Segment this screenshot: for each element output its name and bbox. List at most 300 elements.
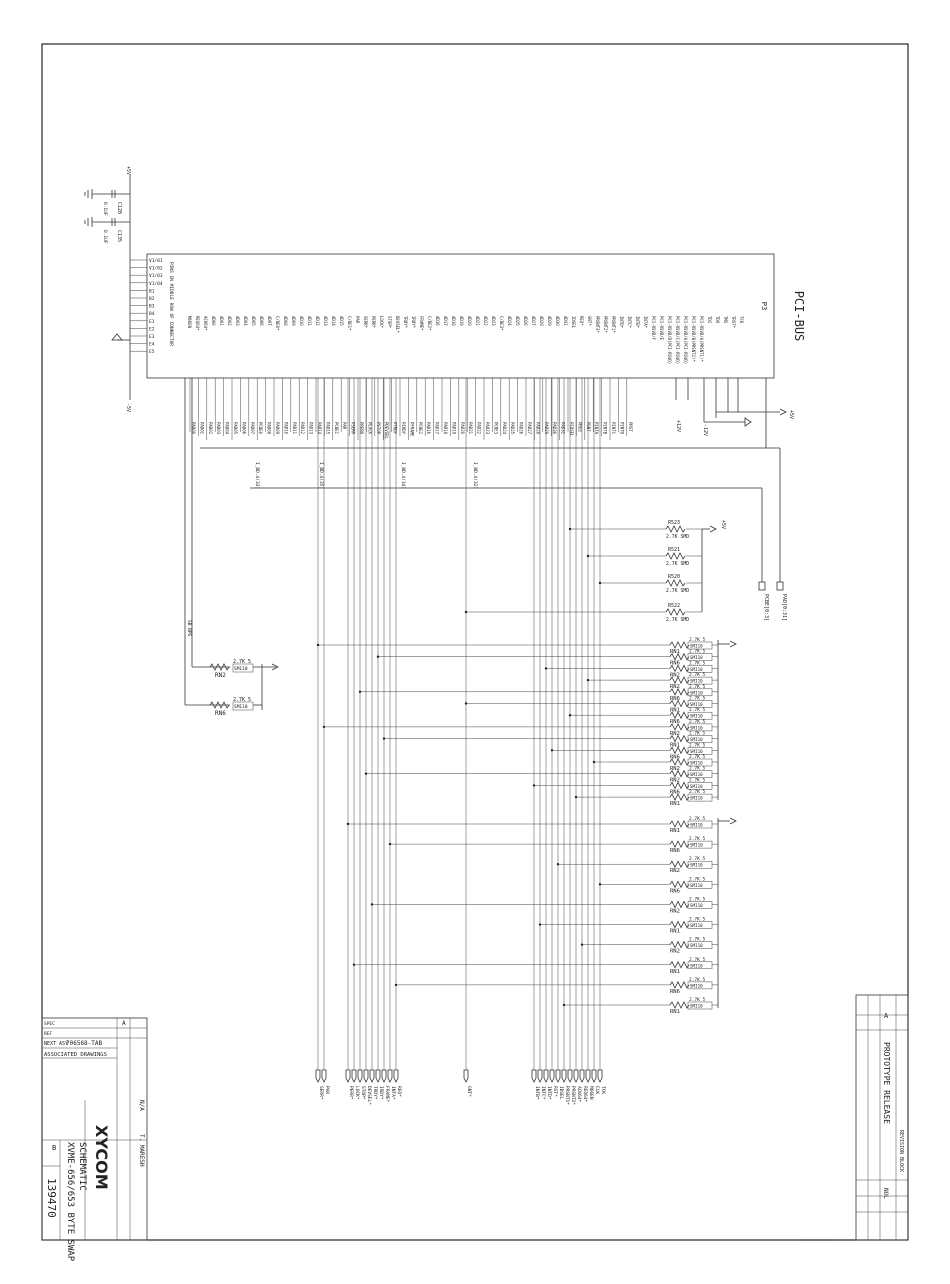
network-ref: RN1	[670, 828, 680, 834]
offpage-label: ACK64*	[576, 1086, 581, 1103]
net-label: PAD06	[241, 422, 247, 435]
network-pack: SMI10	[690, 678, 703, 684]
signal-label: INTD*	[619, 316, 624, 329]
signal-label: AD16	[435, 316, 440, 326]
network-pack: SMI10	[690, 943, 703, 949]
network-value: 2.7K 5	[689, 917, 706, 923]
resistor-icon	[666, 526, 685, 532]
network-value: 2.7K 5	[689, 837, 706, 843]
offpage-label: CLK	[594, 1086, 599, 1095]
ref-label: REF	[44, 1032, 53, 1037]
net-label: PTRDY	[392, 422, 398, 435]
network-pack: SMI10	[690, 862, 703, 868]
network-pack: SMI10	[690, 963, 703, 969]
network-value: 2.7K 5	[689, 778, 706, 784]
network-value: 2.7K 5	[689, 790, 706, 796]
network-pack: SMI10	[690, 666, 703, 672]
network-value: 2.7K 5	[689, 649, 706, 655]
network-pack: SMI10	[690, 923, 703, 929]
network-value: 2.7K 5	[233, 659, 252, 665]
net-label: PAD17	[434, 422, 440, 435]
offpage-label: INTC*	[540, 1086, 545, 1100]
resistor-icon	[670, 861, 689, 867]
company-logo: XYCOM	[92, 1125, 111, 1190]
offpage-label: REQ*	[396, 1086, 401, 1097]
signal-label: AD03	[235, 316, 240, 326]
net-label: PIDSEL	[569, 422, 574, 437]
offpage-label: PRSNT2*	[570, 1086, 575, 1105]
power-label-m12: -12V	[702, 424, 708, 437]
pin-label: B1	[149, 289, 155, 295]
bus-tap-label: I_BD.4(35)	[318, 462, 323, 490]
network-pack: SMI10	[690, 783, 703, 789]
revision-description: PROTOTYPE RELEASE	[882, 1042, 891, 1124]
ground-icon	[85, 189, 92, 199]
junction-dot	[377, 656, 379, 658]
pin-label: V1/04	[149, 281, 163, 287]
resistor-icon	[670, 982, 689, 988]
resistor-ref: R522	[668, 603, 681, 609]
offpage-connector	[388, 1070, 392, 1082]
network-value: 2.7K 5	[689, 755, 706, 760]
drawing-title: SCHEMATIC	[77, 1142, 87, 1191]
network-ref: RN2	[670, 684, 680, 691]
network-ref: RN6	[670, 848, 680, 855]
signal-label: PCI-RSVD/C(PCI-RSVD)	[675, 316, 680, 365]
resistor-icon	[670, 881, 689, 887]
net-label: PAD14	[317, 422, 322, 435]
network-pack: SMI10	[690, 882, 703, 888]
network-pack: SMI10	[690, 655, 703, 661]
bottom-offpage-connectors	[316, 1070, 606, 1105]
offpage-label: DEVSEL*	[366, 1086, 371, 1105]
network-value: 2.7K 5	[689, 743, 706, 749]
offpage-connector	[538, 1070, 542, 1082]
signal-label: AD11	[307, 316, 312, 326]
net-label: PSERR	[350, 422, 356, 435]
signal-label: AD23	[491, 316, 496, 326]
pin-label: E2	[149, 327, 155, 333]
resistor-icon	[670, 922, 689, 928]
power-label-p12: +12V	[675, 420, 681, 433]
signal-label: IDSEL	[571, 316, 576, 329]
junction-dot	[533, 784, 535, 786]
pin-label: E5	[149, 350, 155, 356]
net-label: PCBE1	[333, 422, 339, 435]
signal-label: STOP*	[387, 316, 392, 329]
network-pack: SMI10	[690, 725, 703, 731]
net-label: PAD20	[459, 422, 465, 435]
net-label: PINTC	[611, 422, 616, 435]
offpage-connector	[550, 1070, 554, 1082]
capacitor-value: 0.1UF	[102, 230, 107, 244]
resistor-icon	[670, 642, 689, 648]
revision-value: A	[122, 1020, 126, 1027]
network-ref: RN2	[670, 948, 680, 955]
offpage-label: IDSEL	[558, 1086, 563, 1100]
net-label: PAD30	[552, 422, 558, 435]
offpage-connector	[568, 1070, 572, 1082]
power-label-vcc3: +5V	[720, 520, 726, 530]
resistor-icon	[670, 901, 689, 907]
offpage-right	[200, 378, 787, 621]
drawn-by: T. MARESH	[138, 1134, 145, 1167]
capacitor-ref: C135	[116, 230, 122, 243]
offpage-connector	[364, 1070, 368, 1082]
signal-label: AD18	[451, 316, 456, 326]
offpage-label: IRDY*	[378, 1086, 383, 1100]
capacitor-value: 0.1UF	[102, 202, 107, 216]
ground-icon	[745, 418, 751, 426]
net-label: PFRAME	[409, 422, 415, 437]
offpage-label: PAR	[324, 1086, 329, 1095]
pin-label: E1	[149, 319, 155, 325]
connector-left-pins	[138, 258, 163, 355]
network-pack: SM110	[234, 705, 248, 710]
network-ref: RN6	[670, 789, 680, 796]
network-pack: SMI10	[690, 902, 703, 908]
signal-label: PCI-RSVD/E	[659, 316, 664, 341]
offpage-connector	[370, 1070, 374, 1082]
resistor-ref: R521	[668, 547, 681, 553]
net-label: PRST	[627, 422, 633, 432]
net-label: PAD22	[476, 422, 482, 435]
offpage-label: INTD*	[546, 1086, 551, 1100]
pin-label: V1/01	[149, 259, 163, 264]
signal-label: TDO	[715, 316, 720, 324]
network-pack: SMI10	[690, 760, 703, 766]
signal-label: AD28	[539, 316, 544, 326]
net-label: PAD26	[518, 422, 524, 435]
offpage-label: INTB*	[534, 1086, 539, 1100]
offpage-connector	[346, 1070, 350, 1082]
network-value: 2.7K 5	[689, 708, 706, 714]
offpage-label: GNT*	[466, 1086, 471, 1097]
signal-label: PRSNT1*	[611, 316, 616, 333]
offpage-connector	[376, 1070, 380, 1082]
net-label: PAD00	[191, 422, 196, 435]
pin-label: V1/03	[149, 274, 163, 280]
signal-label: AD27	[531, 316, 536, 326]
net-label: PAD21	[468, 422, 474, 435]
signal-label: IRDY*	[411, 316, 416, 329]
ground-icon	[85, 217, 92, 227]
offpage-label: TCK	[600, 1086, 605, 1095]
resistor-value: 2.7K SMD	[666, 589, 690, 594]
network-value: 2.7K 5	[689, 897, 706, 903]
resistor-ref: R523	[668, 520, 681, 526]
offpage-connector	[556, 1070, 560, 1082]
pin-label: E4	[149, 342, 155, 348]
junction-dot	[383, 737, 385, 739]
signal-label: PCI-RSVD/F	[651, 316, 656, 341]
resistor-icon	[670, 942, 689, 948]
net-label: PINTD	[619, 422, 625, 435]
connector-note: PINS IN MIDDLE ROW OF CONNECTOR	[168, 262, 173, 346]
junction-dot	[545, 667, 547, 669]
junction-dot	[557, 863, 559, 865]
arrow-right-icon	[780, 409, 786, 415]
net-label: PPERR	[359, 422, 364, 435]
signal-label: AD05	[251, 316, 256, 326]
network-value: 2.7K 5	[689, 977, 706, 983]
signal-label: DEVSEL*	[395, 316, 400, 333]
net-label: PAD03	[216, 422, 222, 435]
net-label: PAD12	[300, 422, 306, 435]
network-ref: RN1	[670, 801, 680, 808]
network-ref: RN2	[670, 766, 680, 772]
net-label: PCBE3	[493, 422, 499, 435]
net-label: PINTB	[602, 422, 608, 435]
signal-label: INTA*	[643, 316, 648, 329]
network-ref: RN2	[670, 908, 680, 915]
signal-label: M66EN	[187, 316, 192, 329]
resistor-icon	[666, 580, 685, 586]
network-value: 2.7K 5	[689, 731, 706, 737]
network-pack: SMI10	[690, 1003, 703, 1009]
net-label: PAD01	[199, 422, 205, 435]
connector-ref: P3	[760, 301, 768, 311]
network-ref: RN1	[670, 1009, 680, 1015]
net-label: PAD16	[426, 422, 432, 435]
offpage-label: TRDY*	[372, 1086, 377, 1100]
network-pack: SMI10	[690, 983, 703, 989]
network-pack: SMI10	[690, 748, 703, 754]
connector-p3	[138, 254, 806, 378]
offpage-label: SERR*	[318, 1086, 323, 1100]
junction-dot	[465, 702, 467, 704]
offpage-connector	[316, 1070, 320, 1082]
offpage-connector	[358, 1070, 362, 1082]
network-pack: SMI10	[690, 737, 703, 743]
junction-dot	[569, 714, 571, 716]
offpage-connector	[532, 1070, 536, 1082]
network-ref: RN1	[670, 742, 680, 749]
network-ref: RN2	[670, 777, 680, 784]
resistor-ref: R520	[668, 574, 681, 580]
signal-label: PRSNT2*	[603, 316, 608, 333]
signal-label: PCI-RSVD/D(PCI-RSVD)	[667, 316, 672, 365]
offpage-label: PCBE[0:3]	[763, 594, 769, 622]
junction-dot	[587, 679, 589, 681]
signal-label: INTB*	[635, 316, 640, 329]
network-value: 2.7K 5	[689, 857, 706, 863]
power-label-gnd: -5V	[125, 403, 131, 413]
offpage-label: LOCK*	[354, 1086, 359, 1100]
offpage-connector	[394, 1070, 398, 1082]
offpage-label: PRSNT1*	[564, 1086, 569, 1105]
net-label: PAD02	[207, 422, 213, 435]
signal-label: AD02	[227, 316, 232, 326]
signal-label: GNT*	[587, 316, 592, 326]
offpage-label: REQ64*	[582, 1086, 587, 1103]
net-label: PIRDY	[401, 422, 406, 435]
junction-dot	[395, 984, 397, 986]
offpage-connector	[586, 1070, 590, 1082]
signal-label: PCI-RSVD/B(PRSNT2)*	[691, 316, 696, 362]
net-label: PAD10	[283, 422, 289, 435]
net-label: PLOCK	[367, 422, 373, 435]
signal-label: AD17	[443, 316, 448, 326]
network-ref: RN6	[670, 988, 680, 995]
network-pack: SMI10	[690, 702, 703, 707]
network-ref: RN6	[215, 710, 226, 717]
signal-label: INTC*	[627, 316, 632, 329]
signal-label: AD06	[259, 316, 264, 326]
junction-dot	[587, 555, 589, 557]
resistor-value: 2.7K SMD	[666, 618, 690, 623]
signal-label: REQ64*	[195, 316, 200, 331]
network-ref: RN1	[670, 928, 680, 935]
network-pack: SMI10	[690, 690, 703, 696]
resistor-icon	[666, 609, 685, 615]
signal-label: AD07	[267, 316, 272, 326]
net-label: PGNT	[585, 422, 591, 432]
junction-dot	[599, 582, 601, 584]
net-label: PAD08	[266, 422, 272, 435]
date-value: N/A	[138, 1100, 145, 1111]
network-ref: RN6	[670, 719, 680, 726]
ground-icon	[112, 334, 122, 340]
junction-dot	[563, 1004, 565, 1006]
signal-label: C/BE3*	[499, 316, 504, 331]
offpage-connector	[777, 582, 783, 590]
offpage-connector	[382, 1070, 386, 1082]
signal-label: REQ*	[579, 316, 584, 326]
signal-label: AD08	[283, 316, 288, 326]
network-pack: SMI10	[690, 772, 703, 778]
offpage-label: M66EN	[588, 1086, 593, 1100]
offpage-label: FRAME*	[384, 1086, 389, 1103]
arrow-right-icon	[730, 818, 736, 824]
sheet-size: B	[52, 1144, 57, 1152]
power-label-vcc: +5V	[125, 166, 131, 176]
signal-label: TMS	[723, 316, 728, 324]
network-ref: RN6	[670, 888, 680, 895]
revision-approval: NOL	[882, 1188, 889, 1199]
net-label: PAD15	[325, 422, 331, 435]
net-label: PDEVSEL	[384, 422, 390, 439]
bus-label: SB BPS	[186, 620, 191, 637]
pin-label: B4	[149, 312, 155, 318]
network-ref: RN6	[670, 660, 680, 667]
pin-label: E3	[149, 335, 155, 340]
network-pack: SMI10	[690, 842, 703, 848]
rail-pin-ticks	[130, 260, 138, 351]
signal-label: PAR	[355, 316, 360, 324]
signal-label: LOCK*	[379, 316, 384, 329]
junction-dot	[359, 691, 361, 693]
signal-label: PCI-RSVD/A(PRSNT1)*	[699, 316, 704, 362]
network-pack: SM110	[234, 667, 248, 672]
network-value: 2.7K 5	[689, 638, 706, 643]
offpage-label: PAD[0:31]	[781, 594, 787, 622]
junction-dot	[593, 761, 595, 763]
network-ref: RN6	[670, 695, 680, 702]
network-value: 2.7K 5	[689, 684, 706, 690]
bus-tap-label: I_BD.4(34)	[400, 462, 405, 490]
bus-tap-label: I_BD.4(33)	[254, 462, 259, 490]
offpage-connector	[562, 1070, 566, 1082]
network-ref: RN2	[670, 672, 680, 679]
net-label: PAD09	[275, 422, 280, 435]
power-section	[85, 166, 138, 412]
junction-dot	[353, 964, 355, 966]
network-value: 2.7K 5	[689, 661, 706, 667]
signal-label: C/BE1*	[347, 316, 352, 331]
revision-block	[856, 995, 908, 1240]
junction-dot	[575, 796, 577, 798]
power-label-vcc2: +5V	[788, 410, 794, 420]
network-ref: RN2	[670, 730, 680, 737]
network-ref: RN2	[215, 672, 226, 679]
signal-label: AD15	[339, 316, 344, 326]
drawing-subtitle: XVME-656/653 BYTE SWAP	[65, 1142, 75, 1262]
signal-label: AD31	[563, 316, 568, 326]
arrow-right-icon	[710, 526, 716, 532]
signal-label: AD13	[323, 316, 328, 326]
signal-label: AD12	[315, 316, 320, 326]
signal-label: TRST*	[731, 316, 736, 329]
network-pack: SMI10	[690, 643, 703, 649]
net-label: PSTOP	[375, 422, 381, 435]
signal-label: AD14	[331, 316, 336, 326]
net-label: PAD13	[308, 422, 314, 435]
signal-label: C/BE2*	[427, 316, 432, 331]
resistor-value: 2.7K SMD	[666, 535, 690, 540]
offpage-connector	[598, 1070, 602, 1082]
revision-letter: A	[884, 1012, 889, 1020]
offpage-connector	[322, 1070, 326, 1082]
signal-label: AD24	[507, 316, 512, 326]
network-ref: RN1	[670, 707, 680, 714]
offpage-connector	[464, 1070, 468, 1082]
junction-dot	[317, 644, 319, 646]
signal-label: AD19	[459, 316, 464, 326]
network-value: 2.7K 5	[689, 719, 706, 725]
signal-label: AD30	[555, 316, 560, 326]
network-pack: SMI10	[690, 795, 703, 801]
resistor-value: 2.7K SMD	[666, 562, 690, 567]
sheet-border	[42, 44, 908, 1240]
signal-label: PCI-RSVD/A(PCI-RSVD)	[683, 316, 688, 365]
network-pack: SMI10	[690, 713, 703, 719]
signal-label: PRSNT3*	[595, 316, 600, 333]
resistor-icon	[670, 962, 689, 968]
junction-dot	[599, 883, 601, 885]
network-ref: RN6	[670, 754, 680, 761]
next-assy-label: NEXT ASY	[44, 1041, 69, 1047]
junction-dot	[365, 773, 367, 775]
network-value: 2.7K 5	[689, 877, 706, 883]
offpage-label: PERR*	[348, 1086, 353, 1100]
signal-label: PERR*	[371, 316, 376, 329]
network-value: 2.7K 5	[689, 817, 706, 822]
net-label: PAD27	[527, 422, 532, 435]
title-block	[42, 1018, 147, 1262]
net-label: PAR	[342, 422, 348, 430]
network-value: 2.7K 5	[689, 696, 706, 702]
offpage-connector	[580, 1070, 584, 1082]
signal-label: AD21	[475, 316, 480, 326]
resistor-icon	[666, 553, 685, 559]
signal-label: TDI	[707, 316, 712, 324]
network-ref: RN1	[670, 649, 680, 655]
revision-header: REVISION BLOCK	[898, 1130, 904, 1173]
pin-label: B3	[149, 304, 155, 310]
network-value: 2.7K 5	[689, 673, 706, 679]
signal-label: TRDY*	[403, 316, 408, 329]
